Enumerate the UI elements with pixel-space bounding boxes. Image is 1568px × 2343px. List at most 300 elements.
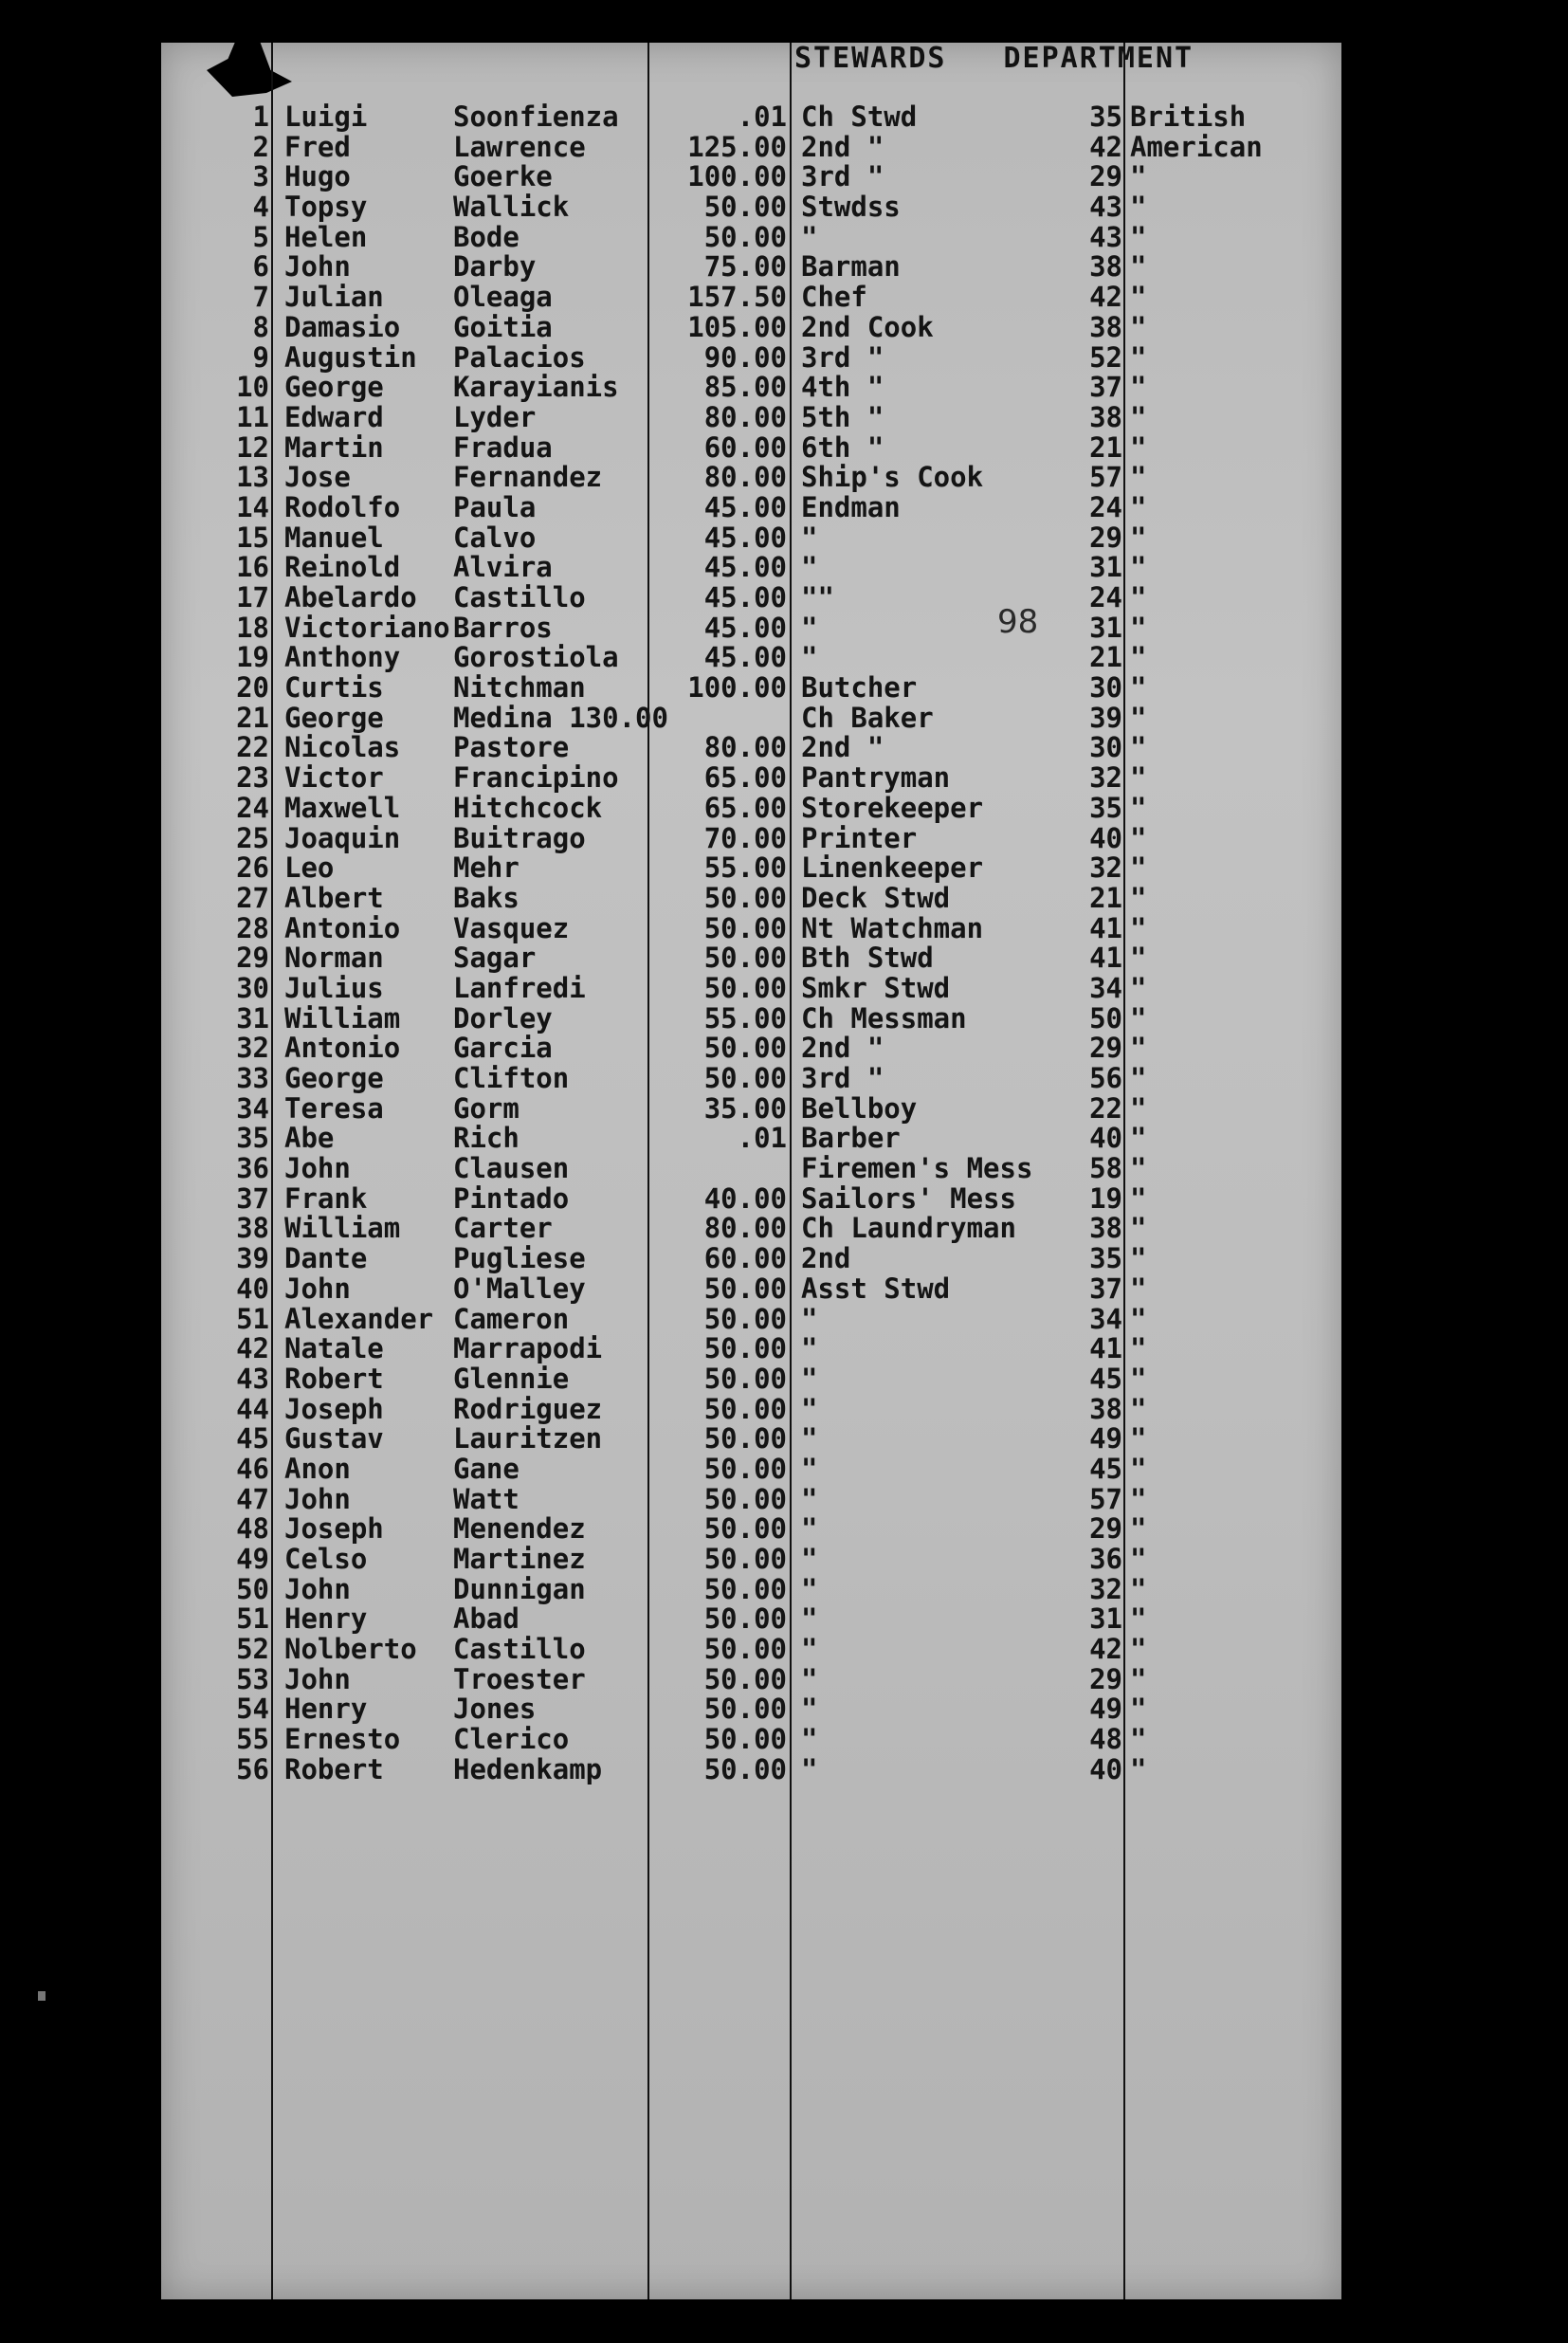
- first-name: George: [284, 701, 384, 734]
- nationality: ": [1130, 671, 1147, 705]
- first-name: Nicolas: [284, 731, 401, 764]
- wage: 50.00: [703, 911, 787, 944]
- age: 29: [1089, 521, 1122, 554]
- last-name: O'Malley: [453, 1272, 586, 1305]
- wage: 45.00: [703, 490, 787, 523]
- nationality: ": [1130, 371, 1147, 404]
- wage: 50.00: [703, 1062, 787, 1094]
- nationality: ": [1130, 791, 1147, 824]
- first-name: Antonio: [284, 911, 401, 944]
- row-number: 8: [252, 310, 269, 343]
- wage: 40.00: [703, 1181, 787, 1215]
- nationality: ": [1130, 1181, 1147, 1215]
- table-row: [0, 1302, 1568, 1335]
- nationality: ": [1130, 400, 1147, 433]
- rank: Bellboy: [801, 1091, 918, 1125]
- nationality: ": [1130, 1302, 1147, 1335]
- nationality: ": [1130, 191, 1147, 224]
- row-number: 52: [236, 1633, 269, 1666]
- age: 29: [1089, 1662, 1122, 1695]
- row-number: 42: [236, 1332, 269, 1365]
- age: 41: [1089, 911, 1122, 944]
- last-name: Bode: [453, 220, 520, 253]
- rank: Smkr Stwd: [801, 971, 951, 1004]
- row-number: 35: [236, 1122, 269, 1155]
- last-name: Carter: [453, 1212, 553, 1245]
- rank: ": [801, 641, 818, 674]
- table-row: [0, 1424, 1568, 1455]
- table-row: [0, 1064, 1568, 1094]
- age: 31: [1089, 1602, 1122, 1636]
- nationality: ": [1130, 310, 1147, 343]
- row-number: 49: [236, 1543, 269, 1575]
- last-name: Gorostiola: [453, 641, 619, 674]
- table-row: [0, 881, 1568, 914]
- first-name: Fred: [284, 130, 351, 163]
- nationality: ": [1130, 761, 1147, 795]
- wage: 125.00: [687, 130, 787, 163]
- row-number: 5: [252, 220, 269, 253]
- row-number: 28: [236, 911, 269, 944]
- row-number: 33: [236, 1062, 269, 1094]
- table-row: [0, 791, 1568, 824]
- row-number: 34: [236, 1091, 269, 1125]
- table-row: [0, 943, 1568, 974]
- row-number: 56: [236, 1752, 269, 1785]
- last-name: Rodriguez: [453, 1392, 603, 1425]
- rank: Storekeeper: [801, 791, 984, 824]
- nationality: ": [1130, 1001, 1147, 1034]
- nationality: ": [1130, 851, 1147, 885]
- table-row: [0, 1662, 1568, 1695]
- last-name: Nitchman: [453, 671, 586, 705]
- age: 29: [1089, 1032, 1122, 1065]
- row-number: 54: [236, 1693, 269, 1726]
- rank: Butcher: [801, 671, 918, 705]
- last-name: Baks: [453, 881, 520, 914]
- wage: 65.00: [703, 791, 787, 824]
- rank: Endman: [801, 490, 901, 523]
- rank: ": [801, 1662, 818, 1695]
- table-row: [0, 971, 1568, 1004]
- nationality: ": [1130, 250, 1147, 284]
- table-row: [0, 1572, 1568, 1605]
- wage: 45.00: [703, 551, 787, 584]
- row-number: 43: [236, 1362, 269, 1395]
- rank: Linenkeeper: [801, 851, 984, 885]
- table-row: [0, 701, 1568, 734]
- wage: 60.00: [703, 430, 787, 464]
- age: 34: [1089, 971, 1122, 1004]
- rank: Chef: [801, 281, 867, 314]
- age: 48: [1089, 1723, 1122, 1756]
- age: 32: [1089, 1572, 1122, 1605]
- wage: 50.00: [703, 1543, 787, 1575]
- age: 32: [1089, 761, 1122, 795]
- row-number: 38: [236, 1212, 269, 1245]
- wage: 50.00: [703, 191, 787, 224]
- wage: 45.00: [703, 611, 787, 644]
- nationality: ": [1130, 1152, 1147, 1185]
- first-name: John: [284, 1572, 351, 1605]
- nationality: ": [1130, 942, 1147, 975]
- first-name: Julius: [284, 971, 384, 1004]
- row-number: 7: [252, 281, 269, 314]
- table-row: [0, 643, 1568, 673]
- row-number: 51: [236, 1602, 269, 1636]
- rank: ": [801, 1572, 818, 1605]
- row-number: 17: [236, 581, 269, 613]
- wage: 50.00: [703, 1752, 787, 1785]
- last-name: Soonfienza: [453, 101, 619, 133]
- table-row: [0, 310, 1568, 343]
- last-name: Goerke: [453, 160, 553, 193]
- table-row: [0, 1514, 1568, 1545]
- wage: 50.00: [703, 1392, 787, 1425]
- table-row: [0, 553, 1568, 583]
- wage: 50.00: [703, 1362, 787, 1395]
- nationality: ": [1130, 281, 1147, 314]
- nationality: ": [1130, 1512, 1147, 1546]
- nationality: ": [1130, 581, 1147, 613]
- nationality: ": [1130, 1452, 1147, 1485]
- last-name: Marrapodi: [453, 1332, 603, 1365]
- first-name: Curtis: [284, 671, 384, 705]
- rank: ": [801, 1452, 818, 1485]
- last-name: Lyder: [453, 400, 537, 433]
- first-name: Ernesto: [284, 1723, 401, 1756]
- last-name: Cameron: [453, 1302, 570, 1335]
- table-row: [0, 373, 1568, 403]
- row-number: 27: [236, 881, 269, 914]
- last-name: Vasquez: [453, 911, 570, 944]
- wage: 157.50: [687, 281, 787, 314]
- first-name: Victoriano: [284, 611, 450, 644]
- rank: ": [801, 1752, 818, 1785]
- wage: 45.00: [703, 521, 787, 554]
- table-row: [0, 1545, 1568, 1575]
- table-row: [0, 252, 1568, 283]
- age: 40: [1089, 821, 1122, 854]
- table-row: [0, 911, 1568, 944]
- first-name: Dante: [284, 1242, 368, 1275]
- first-name: Joseph: [284, 1512, 384, 1546]
- first-name: John: [284, 250, 351, 284]
- age: 21: [1089, 430, 1122, 464]
- nationality: ": [1130, 1543, 1147, 1575]
- nationality: ": [1130, 1332, 1147, 1365]
- rank: 2nd ": [801, 130, 884, 163]
- wage: 50.00: [703, 1422, 787, 1455]
- nationality: ": [1130, 340, 1147, 374]
- table-row: [0, 490, 1568, 523]
- nationality: ": [1130, 160, 1147, 193]
- last-name: Watt: [453, 1482, 520, 1515]
- nationality: ": [1130, 1482, 1147, 1515]
- wage: 50.00: [703, 942, 787, 975]
- nationality: British: [1130, 101, 1247, 133]
- table-row: [0, 130, 1568, 163]
- nationality: American: [1130, 130, 1263, 163]
- age: 42: [1089, 281, 1122, 314]
- rank: Printer: [801, 821, 918, 854]
- row-number: 10: [236, 371, 269, 404]
- age: 49: [1089, 1422, 1122, 1455]
- row-number: 12: [236, 430, 269, 464]
- wage: 50.00: [703, 1032, 787, 1065]
- row-number: 51: [236, 1302, 269, 1335]
- age: 29: [1089, 1512, 1122, 1546]
- last-name: Barros: [453, 611, 553, 644]
- age: 43: [1089, 191, 1122, 224]
- table-row: [0, 523, 1568, 554]
- last-name: Lauritzen: [453, 1422, 603, 1455]
- rank: ": [801, 1482, 818, 1515]
- age: 38: [1089, 310, 1122, 343]
- rank: ": [801, 1512, 818, 1546]
- first-name: Topsy: [284, 191, 368, 224]
- last-name: Lanfredi: [453, 971, 586, 1004]
- age: 21: [1089, 881, 1122, 914]
- age: 37: [1089, 371, 1122, 404]
- row-number: 32: [236, 1032, 269, 1065]
- first-name: Leo: [284, 851, 335, 885]
- last-name: Medina 130.00: [453, 701, 668, 734]
- last-name: Calvo: [453, 521, 537, 554]
- rank: ": [801, 1392, 818, 1425]
- rank: 6th ": [801, 430, 884, 464]
- wage: 50.00: [703, 1332, 787, 1365]
- nationality: ": [1130, 1272, 1147, 1305]
- wage: 90.00: [703, 340, 787, 374]
- nationality: ": [1130, 490, 1147, 523]
- rank: Barman: [801, 250, 901, 284]
- rank: Asst Stwd: [801, 1272, 951, 1305]
- first-name: Anon: [284, 1452, 351, 1485]
- rank: ": [801, 220, 818, 253]
- first-name: Joaquin: [284, 821, 401, 854]
- age: 29: [1089, 160, 1122, 193]
- row-number: 46: [236, 1452, 269, 1485]
- age: 50: [1089, 1001, 1122, 1034]
- header-left: STEWARDS: [794, 42, 947, 75]
- row-number: 25: [236, 821, 269, 854]
- wage: 80.00: [703, 731, 787, 764]
- last-name: Martinez: [453, 1543, 586, 1575]
- first-name: Abelardo: [284, 581, 417, 613]
- wage: 85.00: [703, 371, 787, 404]
- age: 35: [1089, 1242, 1122, 1275]
- age: 30: [1089, 671, 1122, 705]
- nationality: ": [1130, 881, 1147, 914]
- first-name: Manuel: [284, 521, 384, 554]
- last-name: Menendez: [453, 1512, 586, 1546]
- nationality: ": [1130, 1062, 1147, 1094]
- age: 37: [1089, 1272, 1122, 1305]
- row-number: 6: [252, 250, 269, 284]
- first-name: Gustav: [284, 1422, 384, 1455]
- nationality: ": [1130, 1212, 1147, 1245]
- table-row: [0, 821, 1568, 854]
- rank: ": [801, 1723, 818, 1756]
- rank: ": [801, 1633, 818, 1666]
- first-name: Henry: [284, 1693, 368, 1726]
- wage: 50.00: [703, 1302, 787, 1335]
- age: 41: [1089, 1332, 1122, 1365]
- first-name: Martin: [284, 430, 384, 464]
- table-row: [0, 1482, 1568, 1515]
- nationality: ": [1130, 1392, 1147, 1425]
- first-name: Frank: [284, 1181, 368, 1215]
- nationality: ": [1130, 1422, 1147, 1455]
- rank: 3rd ": [801, 1062, 884, 1094]
- last-name: Glennie: [453, 1362, 570, 1395]
- first-name: Augustin: [284, 340, 417, 374]
- last-name: Castillo: [453, 1633, 586, 1666]
- last-name: Palacios: [453, 340, 586, 374]
- nationality: ": [1130, 1362, 1147, 1395]
- table-row: [0, 1604, 1568, 1635]
- table-row: [0, 400, 1568, 433]
- first-name: Abe: [284, 1122, 335, 1155]
- table-row: [0, 1124, 1568, 1154]
- age: 35: [1089, 101, 1122, 133]
- first-name: John: [284, 1662, 351, 1695]
- row-number: 47: [236, 1482, 269, 1515]
- row-number: 45: [236, 1422, 269, 1455]
- wage: 50.00: [703, 1482, 787, 1515]
- rank: ": [801, 1543, 818, 1575]
- rank: 2nd ": [801, 1032, 884, 1065]
- row-number: 1: [252, 101, 269, 133]
- row-number: 39: [236, 1242, 269, 1275]
- row-number: 29: [236, 942, 269, 975]
- last-name: Oleaga: [453, 281, 553, 314]
- first-name: Robert: [284, 1752, 384, 1785]
- wage: 80.00: [703, 461, 787, 494]
- first-name: John: [284, 1272, 351, 1305]
- row-number: 3: [252, 160, 269, 193]
- table-row: [0, 763, 1568, 794]
- last-name: Gorm: [453, 1091, 520, 1125]
- wage: 45.00: [703, 641, 787, 674]
- row-number: 26: [236, 851, 269, 885]
- last-name: Goitia: [453, 310, 553, 343]
- last-name: Francipino: [453, 761, 619, 795]
- wage: 80.00: [703, 400, 787, 433]
- last-name: Garcia: [453, 1032, 553, 1065]
- age: 39: [1089, 701, 1122, 734]
- nationality: ": [1130, 1032, 1147, 1065]
- age: 30: [1089, 731, 1122, 764]
- wage: 50.00: [703, 1723, 787, 1756]
- first-name: Julian: [284, 281, 384, 314]
- table-row: [0, 1392, 1568, 1425]
- wage: 50.00: [703, 1452, 787, 1485]
- rank: ": [801, 551, 818, 584]
- wage: 50.00: [703, 1662, 787, 1695]
- wage: 50.00: [703, 1633, 787, 1666]
- nationality: ": [1130, 1752, 1147, 1785]
- nationality: ": [1130, 641, 1147, 674]
- wage: 80.00: [703, 1212, 787, 1245]
- last-name: Jones: [453, 1693, 537, 1726]
- nationality: ": [1130, 461, 1147, 494]
- first-name: William: [284, 1001, 401, 1034]
- wage: 35.00: [703, 1091, 787, 1125]
- first-name: Albert: [284, 881, 384, 914]
- last-name: Karayianis: [453, 371, 619, 404]
- first-name: Edward: [284, 400, 384, 433]
- first-name: Luigi: [284, 101, 368, 133]
- nationality: ": [1130, 1091, 1147, 1125]
- first-name: Nolberto: [284, 1633, 417, 1666]
- table-row: [0, 340, 1568, 374]
- row-number: 23: [236, 761, 269, 795]
- row-number: 36: [236, 1152, 269, 1185]
- age: 45: [1089, 1362, 1122, 1395]
- age: 45: [1089, 1452, 1122, 1485]
- first-name: Antonio: [284, 1032, 401, 1065]
- rank: ": [801, 611, 818, 644]
- first-name: Natale: [284, 1332, 384, 1365]
- wage: 70.00: [703, 821, 787, 854]
- rank: 4th ": [801, 371, 884, 404]
- wage: 55.00: [703, 1001, 787, 1034]
- last-name: Abad: [453, 1602, 520, 1636]
- row-number: 31: [236, 1001, 269, 1034]
- table-row: [0, 1725, 1568, 1755]
- wage: 50.00: [703, 220, 787, 253]
- age: 24: [1089, 581, 1122, 613]
- rank: Sailors' Mess: [801, 1181, 1016, 1215]
- age: 38: [1089, 1392, 1122, 1425]
- first-name: Victor: [284, 761, 384, 795]
- nationality: ": [1130, 731, 1147, 764]
- age: 57: [1089, 461, 1122, 494]
- first-name: Henry: [284, 1602, 368, 1636]
- first-name: Helen: [284, 220, 368, 253]
- rank: Ship's Cook: [801, 461, 984, 494]
- first-name: Joseph: [284, 1392, 384, 1425]
- age: 31: [1089, 611, 1122, 644]
- first-name: Damasio: [284, 310, 401, 343]
- row-number: 21: [236, 701, 269, 734]
- last-name: Pintado: [453, 1181, 570, 1215]
- rank: ": [801, 1332, 818, 1365]
- wage: 100.00: [687, 671, 787, 705]
- age: 38: [1089, 400, 1122, 433]
- table-row: [0, 1635, 1568, 1665]
- row-number: 2: [252, 130, 269, 163]
- last-name: Rich: [453, 1122, 520, 1155]
- nationality: ": [1130, 611, 1147, 644]
- wage: 100.00: [687, 160, 787, 193]
- first-name: William: [284, 1212, 401, 1245]
- last-name: Castillo: [453, 581, 586, 613]
- rank: 2nd Cook: [801, 310, 934, 343]
- nationality: ": [1130, 1242, 1147, 1275]
- row-number: 11: [236, 400, 269, 433]
- last-name: Alvira: [453, 551, 553, 584]
- wage: 45.00: [703, 581, 787, 613]
- table-row: [0, 1181, 1568, 1215]
- last-name: Dunnigan: [453, 1572, 586, 1605]
- row-number: 22: [236, 731, 269, 764]
- rank: ": [801, 1362, 818, 1395]
- table-row: [0, 1752, 1568, 1785]
- rank: Ch Baker: [801, 701, 934, 734]
